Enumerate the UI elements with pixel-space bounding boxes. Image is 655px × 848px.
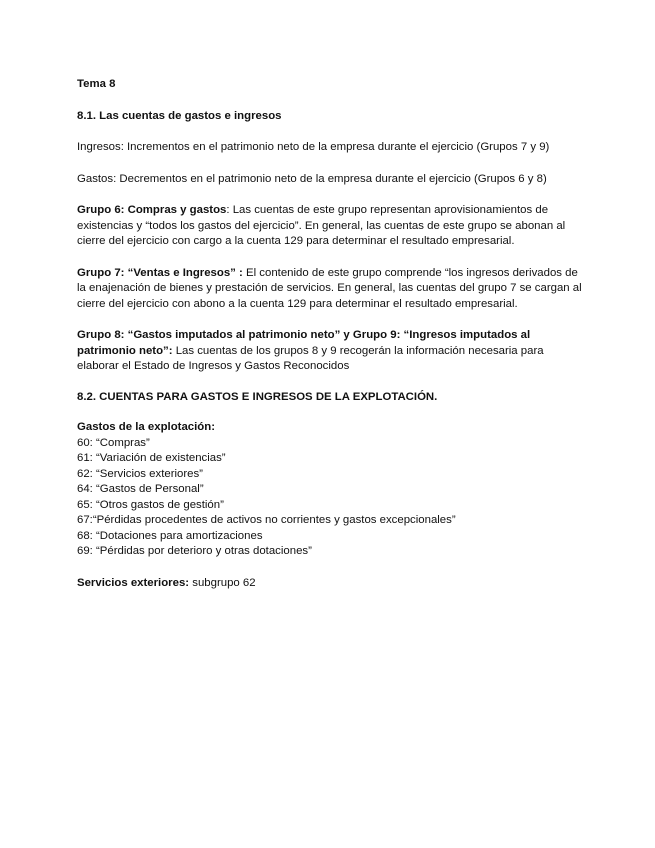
servicios-exteriores-text: subgrupo 62: [189, 576, 256, 589]
topic-title: Tema 8: [77, 78, 116, 90]
document-page: [77, 77, 582, 591]
servicios-exteriores-label: Servicios exteriores:: [77, 576, 190, 589]
section-title-8-1: 8.1. Las cuentas de gastos e ingresos: [77, 109, 282, 122]
grupo-6-label: Grupo 6: Compras y gastos: [77, 204, 227, 216]
grupo-6-text: : Las cuentas de este grupo representan aprovisionamientos de existencias y “todos los gastos del ejercicio”. En general, las cuentas de este grupo se abonan al cierre del ejercicio con cargo a la cuenta 129 para determinar el resultado empresarial.: [77, 204, 566, 247]
list-item: 65: “Otros gastos de gestión”: [77, 498, 224, 511]
grupo-7-label: Grupo 7: “Ventas e Ingresos” :: [77, 266, 243, 279]
cuentas-list: [77, 436, 582, 560]
grupo-7-paragraph: [77, 266, 582, 313]
grupo-7-text: El contenido de este grupo comprende “los ingresos derivados de la enajenación de bienes y prestación de servicios. En general, las cuentas del grupo 7 se cargan al cierre del ejercicio con abono a la cuenta 129 para determinar el resultado empresarial.: [77, 266, 582, 310]
list-item: 60: “Compras”: [77, 436, 150, 449]
servicios-exteriores-line: [77, 576, 582, 592]
list-item: 62: “Servicios exteriores”: [77, 467, 203, 480]
list-item: 69: “Pérdidas por deterioro y otras dotaciones”: [77, 545, 312, 557]
gastos-explotacion-title: Gastos de la explotación:: [77, 421, 215, 433]
grupo-8-9-paragraph: [77, 328, 582, 375]
list-item: 61: “Variación de existencias”: [77, 452, 226, 464]
list-item: 68: “Dotaciones para amortizaciones: [77, 529, 263, 542]
grupo-8-9-label: Grupo 8: “Gastos imputados al patrimonio neto” y Grupo 9: “Ingresos imputados al patrimonio neto”:: [77, 329, 531, 357]
section-title-8-2: 8.2. CUENTAS PARA GASTOS E INGRESOS DE LA EXPLOTACIÓN.: [77, 390, 438, 403]
grupo-8-9-text: Las cuentas de los grupos 8 y 9 recogerán la información necesaria para elaborar el Estado de Ingresos y Gastos Reconocidos: [77, 344, 544, 372]
gastos-definition: Gastos: Decrementos en el patrimonio neto de la empresa durante el ejercicio (Grupos 6 y 8): [77, 172, 547, 185]
grupo-6-paragraph: [77, 203, 582, 250]
list-item: 67:“Pérdidas procedentes de activos no corrientes y gastos excepcionales”: [77, 514, 456, 526]
list-item: 64: “Gastos de Personal”: [77, 483, 204, 495]
ingresos-definition: Ingresos: Incrementos en el patrimonio neto de la empresa durante el ejercicio (Grupos 7 y 9): [77, 141, 550, 153]
